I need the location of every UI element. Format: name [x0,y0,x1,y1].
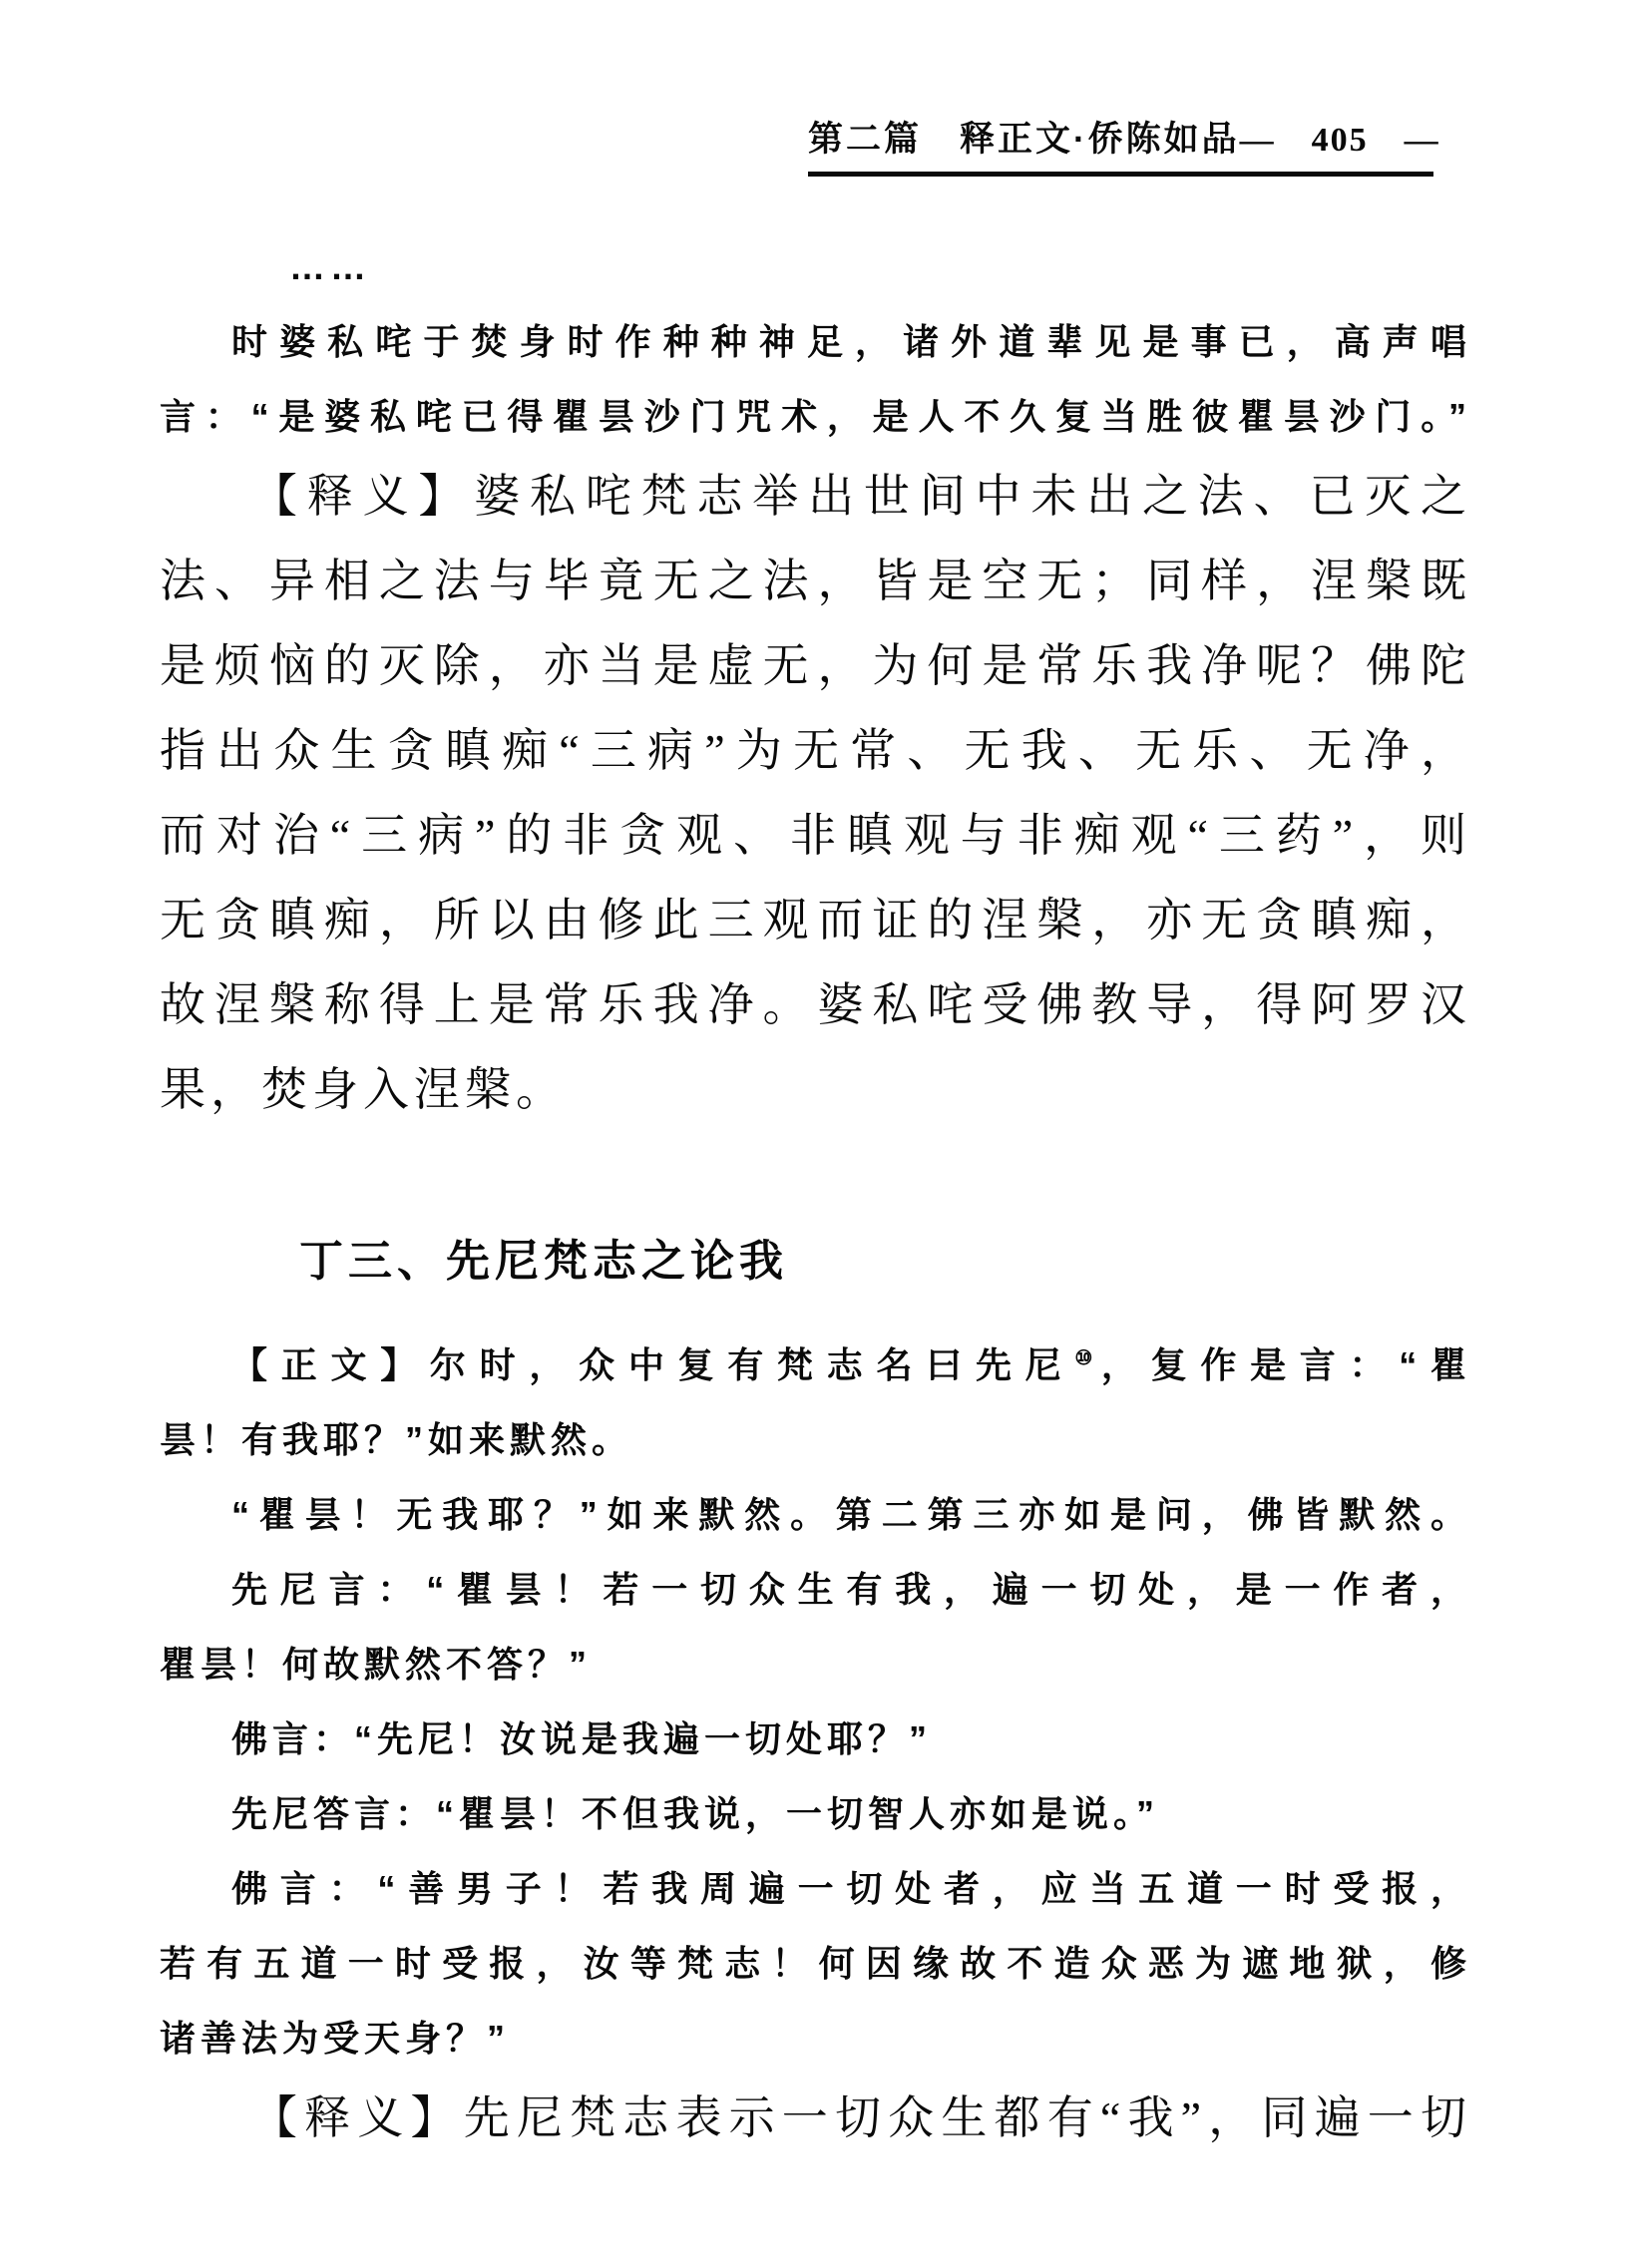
text-line: 瞿昙！何故默然不答？” [160,1644,593,1685]
text-line: 指出众生贪瞋痴“三病”为无常、无我、无乐、无净， [160,725,1471,776]
text-line: 先尼言：“瞿昙！若一切众生有我，遍一切处，是一作者， [231,1569,1471,1610]
paragraph-ellipsis [160,229,1471,304]
text-line: 故涅槃称得上是常乐我净。婆私咤受佛教导，得阿罗汉 [160,979,1471,1030]
paragraph-dialog [160,1851,1471,2076]
paragraph-explanation [160,454,1471,1132]
text-line: 无贪瞋痴，所以由修此三观而证的涅槃，亦无贪瞋痴， [160,895,1471,945]
text-line: 佛言：“善男子！若我周遍一切处者，应当五道一时受报， [231,1868,1471,1909]
paragraph-dialog [160,1552,1471,1701]
section-heading [160,1217,1471,1307]
text-line: 【正文】尔时，众中复有梵志名曰先尼⑩，复作是言：“瞿 [231,1344,1471,1385]
text-line: 时婆私咤于焚身时作种种神足，诸外道辈见是事已，高声唱 [231,321,1471,362]
paragraph-dialog [160,1701,1471,1776]
text-line: 【释义】先尼梵志表示一切众生都有“我”，同遍一切 [251,2092,1471,2143]
text-line: 而对治“三病”的非贪观、非瞋观与非痴观“三药”，则 [160,810,1471,861]
page-header [808,112,1440,177]
text-line: 诸善法为受天身？” [160,2018,511,2059]
text-line: 丁三、先尼梵志之论我 [299,1237,788,1286]
header-page-number: — 405 — [1239,122,1440,159]
text-line: “瞿昙！无我耶？”如来默然。第二第三亦如是问，佛皆默然。 [231,1494,1471,1535]
paragraph-main-text [160,1322,1471,1477]
text-line: 若有五道一时受报，汝等梵志！何因缘故不造众恶为遮地狱，修 [160,1943,1471,1984]
header-title: 第二篇 释正文·侨陈如品 [808,120,1240,159]
text-line: …… [289,246,371,287]
footnote-ref: ⑩ [1074,1347,1101,1369]
text-line: 果，焚身入涅槃。 [160,1064,567,1115]
body-paragraphs [160,229,1471,2160]
paragraph-explanation [160,2076,1471,2160]
text-line: 【释义】婆私咤梵志举出世间中未出之法、已灭之 [251,471,1471,522]
paragraph-dialog [160,1776,1471,1851]
text-line: 言：“是婆私咤已得瞿昙沙门咒术，是人不久复当胜彼瞿昙沙门。” [160,396,1471,437]
paragraph-dialog [160,1477,1471,1552]
text-line: 是烦恼的灭除，亦当是虚无，为何是常乐我净呢？佛陀 [160,640,1471,691]
text-line: 先尼答言：“瞿昙！不但我说，一切智人亦如是说。” [231,1793,1160,1834]
text-line: 昙！有我耶？”如来默然。 [160,1419,633,1460]
text-line: 佛言：“先尼！汝说是我遍一切处耶？” [231,1718,933,1759]
paragraph-sutra-quote [160,304,1471,454]
text-line: 法、异相之法与毕竟无之法，皆是空无；同样，涅槃既 [160,556,1471,606]
